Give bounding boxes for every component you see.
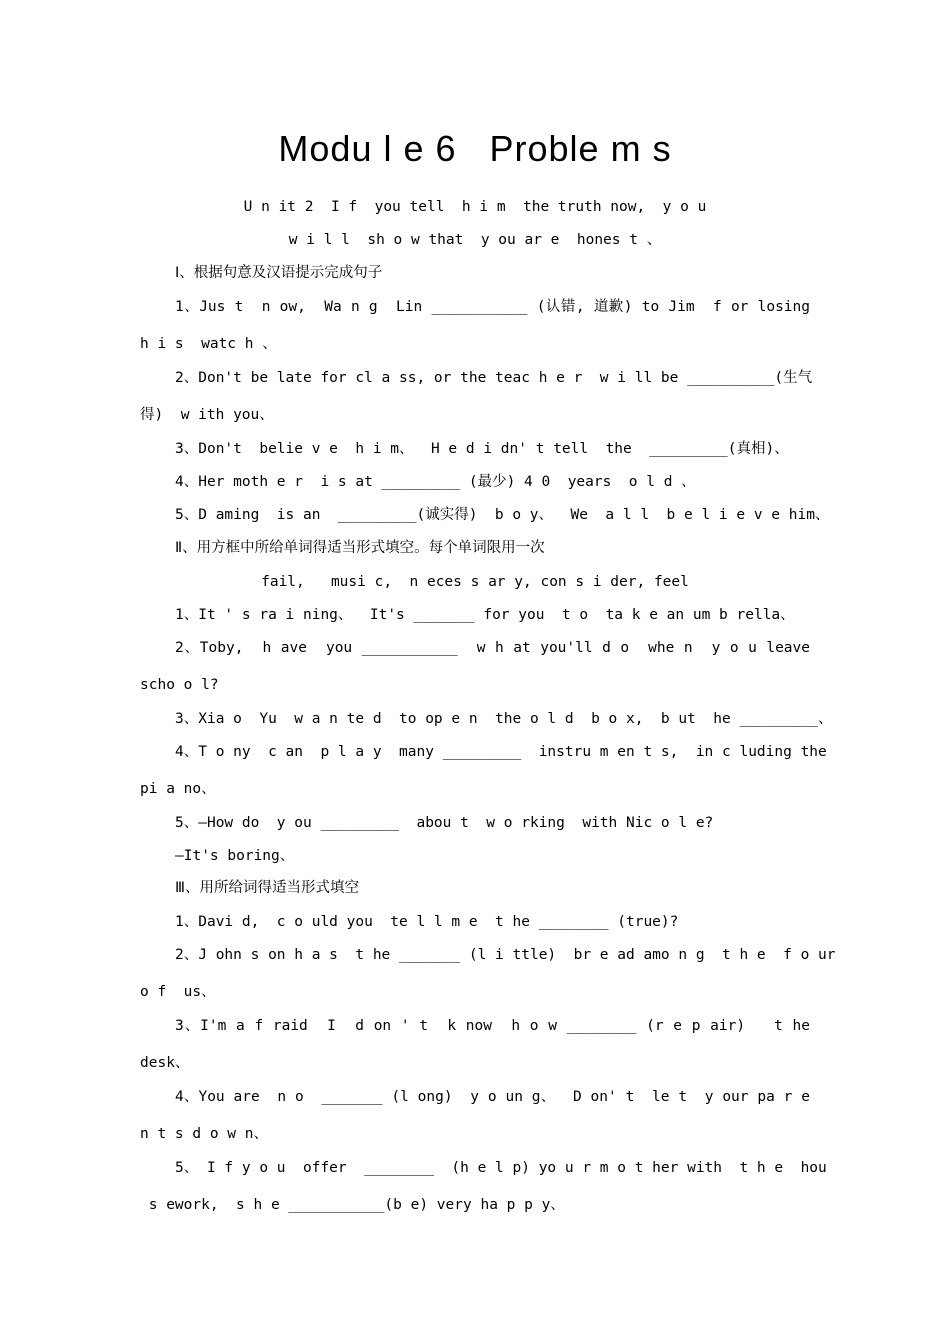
section-2-item-1: 1、It ' s ra i ning、 It's _______ for you t o ta k e an um b rella、 [175, 607, 795, 623]
section-2-item-4-line-2: pi a no、 [140, 781, 216, 797]
section-3-item-1: 1、Davi d, c o uld you te l l m e t he ________ (true)? [175, 914, 679, 930]
section-3-item-3-line-1: 3、I'm a f raid I d on ' t k now h o w ________ (r e p air) t he [175, 1018, 810, 1034]
section-1-item-2-line-1: 2、Don't be late for cl a ss, or the teac h e r w i ll be __________(生气 [175, 370, 813, 386]
section-3-item-2-line-2: o f us、 [140, 984, 216, 1000]
section-3-item-5-line-2: s ework, s h e ___________(b e) very ha p p y、 [140, 1197, 565, 1213]
section-1-item-3: 3、Don't belie v e h i m、 H e d i dn' t tell the _________(真相)、 [175, 441, 789, 457]
section-2-item-3: 3、Xia o Yu w a n te d to op e n the o l d b o x, b ut he _________、 [175, 711, 833, 727]
section-1-item-1-line-1: 1、Jus t n ow, Wa n g Lin ___________ (认错, 道歉) to Jim f or losing [175, 299, 810, 315]
section-2-item-5-question: 5、—How do y ou _________ abou t w o rking with Nic o l e? [175, 815, 714, 831]
section-3-heading: Ⅲ、用所给词得适当形式填空 [175, 880, 359, 896]
section-1-item-4: 4、Her moth e r i s at _________ (最少) 4 0 years o l d 、 [175, 474, 696, 490]
word-box: fail, musi c, n eces s ar y, con s i der, feel [261, 574, 689, 590]
section-3-item-5-line-1: 5、 I f y o u offer ________ (h e l p) yo u r m o t her with t h e hou [175, 1160, 827, 1176]
subtitle-line-2: w i l l sh o w that y ou ar e hones t 、 [288, 232, 662, 248]
section-2-item-5-answer: —It's boring、 [175, 848, 295, 864]
section-3-item-4-line-1: 4、You are n o _______ (l ong) y o un g、 D on' t le t y our pa r e [175, 1089, 810, 1105]
section-2-item-4-line-1: 4、T o ny c an p l a y many _________ instru m en t s, in c luding the [175, 744, 827, 760]
section-2-item-2-line-1: 2、Toby, h ave you ___________ w h at you'll d o whe n y o u leave [175, 640, 810, 656]
section-1-item-2-line-2: 得) w ith you、 [140, 407, 274, 423]
section-1-item-1-line-2: h i s watc h 、 [140, 336, 277, 352]
section-1-heading: Ⅰ、根据句意及汉语提示完成句子 [175, 265, 383, 281]
subtitle-line-1: U n it 2 I f you tell h i m the truth now, y o u [243, 199, 707, 215]
section-1-item-5: 5、D aming is an _________(诚实得) b o y、 We a l l b e l i e v e him、 [175, 507, 830, 523]
section-3-item-4-line-2: n t s d o w n、 [140, 1126, 268, 1142]
section-2-heading: Ⅱ、用方框中所给单词得适当形式填空。每个单词限用一次 [175, 540, 545, 556]
section-3-item-2-line-1: 2、J ohn s on h a s t he _______ (l i ttle) br e ad amo n g t h e f o ur [175, 947, 836, 963]
section-3-item-3-line-2: desk、 [140, 1055, 190, 1071]
document-title: Modu l e 6 Proble m s [278, 128, 672, 169]
section-2-item-2-line-2: scho o l? [140, 677, 219, 693]
